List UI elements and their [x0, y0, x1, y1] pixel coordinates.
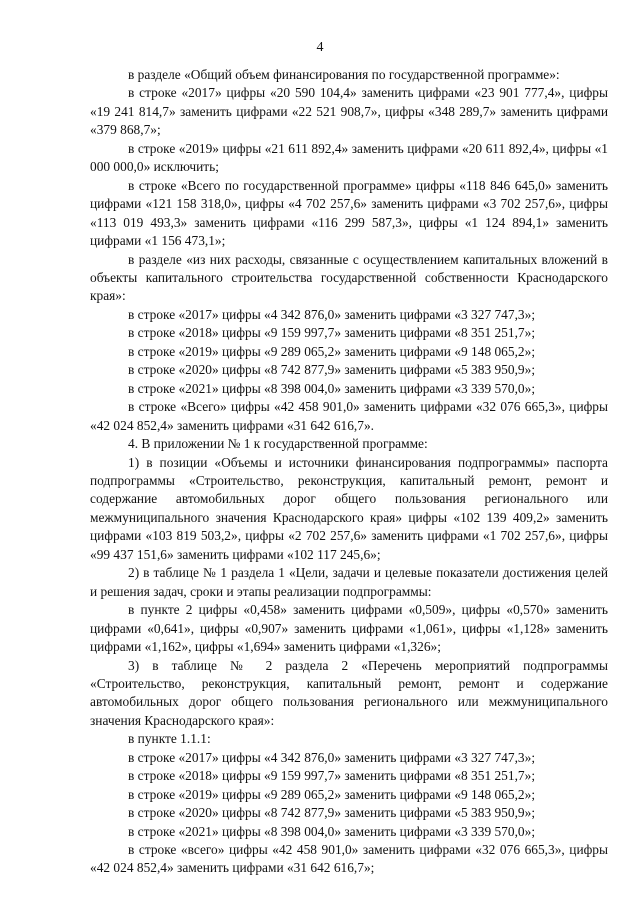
- paragraph: в строке «2020» цифры «8 742 877,9» заменить цифрами «5 383 950,9»;: [128, 805, 536, 821]
- paragraph: в строке «2017» цифры «4 342 876,0» заменить цифрами «3 327 747,3»;: [128, 749, 536, 765]
- paragraph: в строке «Всего по государственной программе» цифры «118 846 645,0» заменить цифрами «121 158 318,0», цифры «4 702 257,6» заменить цифрами «3 702 257,6», цифры «113 019 493,3» заменить цифрами «116 299 587,3», цифры «1 124 894,1» заменить цифрами «1 156 473,1»;: [90, 177, 608, 249]
- document-body: [90, 66, 608, 878]
- paragraph: в пункте 1.1.1:: [128, 731, 211, 747]
- paragraph: в строке «2019» цифры «9 289 065,2» заменить цифрами «9 148 065,2»;: [128, 343, 536, 359]
- paragraph: в строке «Всего» цифры «42 458 901,0» заменить цифрами «32 076 665,3», цифры «42 024 852,4» заменить цифрами «31 642 616,7».: [90, 399, 608, 433]
- paragraph: в пункте 2 цифры «0,458» заменить цифрами «0,509», цифры «0,570» заменить цифрами «0,641», цифры «0,907» заменить цифрами «1,061», цифры «1,128» заменить цифрами «1,162», цифры «1,694» заменить цифрами «1,326»;: [90, 602, 608, 655]
- paragraph: в строке «2019» цифры «9 289 065,2» заменить цифрами «9 148 065,2»;: [128, 786, 536, 802]
- paragraph: 3) в таблице № 2 раздела 2 «Перечень мероприятий подпрограммы «Строительство, реконструкция, капитальный ремонт, ремонт и содержание автомобильных дорог общего пользования регионального или межмуниципального значения Краснодарского края»:: [90, 657, 608, 728]
- paragraph: 1) в позиции «Объемы и источники финансирования подпрограммы» паспорта подпрограммы «Строительство, реконструкция, капитальный ремонт, ремонт и содержание автомобильных дорог общего пользования регионального или межмуниципального значения Краснодарского края» цифры «102 139 409,2» заменить цифрами «103 819 503,2», цифры «2 702 257,6» заменить цифрами «1 702 257,6», цифры «99 437 151,6» заменить цифрами «102 117 245,6»;: [90, 454, 608, 562]
- paragraph: 4. В приложении № 1 к государственной программе:: [128, 436, 428, 452]
- page-number: 4: [316, 40, 324, 55]
- paragraph: в строке «2017» цифры «20 590 104,4» заменить цифрами «23 901 777,4», цифры «19 241 814,7» заменить цифрами «22 521 908,7», цифры «348 289,7» заменить цифрами «379 868,7»;: [90, 85, 608, 138]
- paragraph: в строке «2021» цифры «8 398 004,0» заменить цифрами «3 339 570,0»;: [128, 380, 536, 396]
- paragraph: в строке «2019» цифры «21 611 892,4» заменить цифрами «20 611 892,4», цифры «1 000 000,0» исключить;: [90, 140, 608, 175]
- paragraph: в строке «2020» цифры «8 742 877,9» заменить цифрами «5 383 950,9»;: [128, 362, 536, 378]
- paragraph: в разделе «из них расходы, связанные с осуществлением капитальных вложений в объекты капитального строительства государственной собственности Краснодарского края»:: [90, 251, 608, 304]
- paragraph: 2) в таблице № 1 раздела 1 «Цели, задачи и целевые показатели достижения целей и решения задач, сроки и этапы реализации подпрограммы:: [90, 565, 608, 599]
- paragraph: в строке «2018» цифры «9 159 997,7» заменить цифрами «8 351 251,7»;: [128, 325, 536, 341]
- paragraph: в строке «2018» цифры «9 159 997,7» заменить цифрами «8 351 251,7»;: [128, 768, 536, 784]
- paragraph: в строке «всего» цифры «42 458 901,0» заменить цифрами «32 076 665,3», цифры «42 024 852,4» заменить цифрами «31 642 616,7»;: [90, 842, 608, 876]
- paragraph: в строке «2017» цифры «4 342 876,0» заменить цифрами «3 327 747,3»;: [128, 306, 536, 322]
- paragraph: в разделе «Общий объем финансирования по государственной программе»:: [128, 67, 560, 82]
- paragraph: в строке «2021» цифры «8 398 004,0» заменить цифрами «3 339 570,0»;: [128, 823, 536, 839]
